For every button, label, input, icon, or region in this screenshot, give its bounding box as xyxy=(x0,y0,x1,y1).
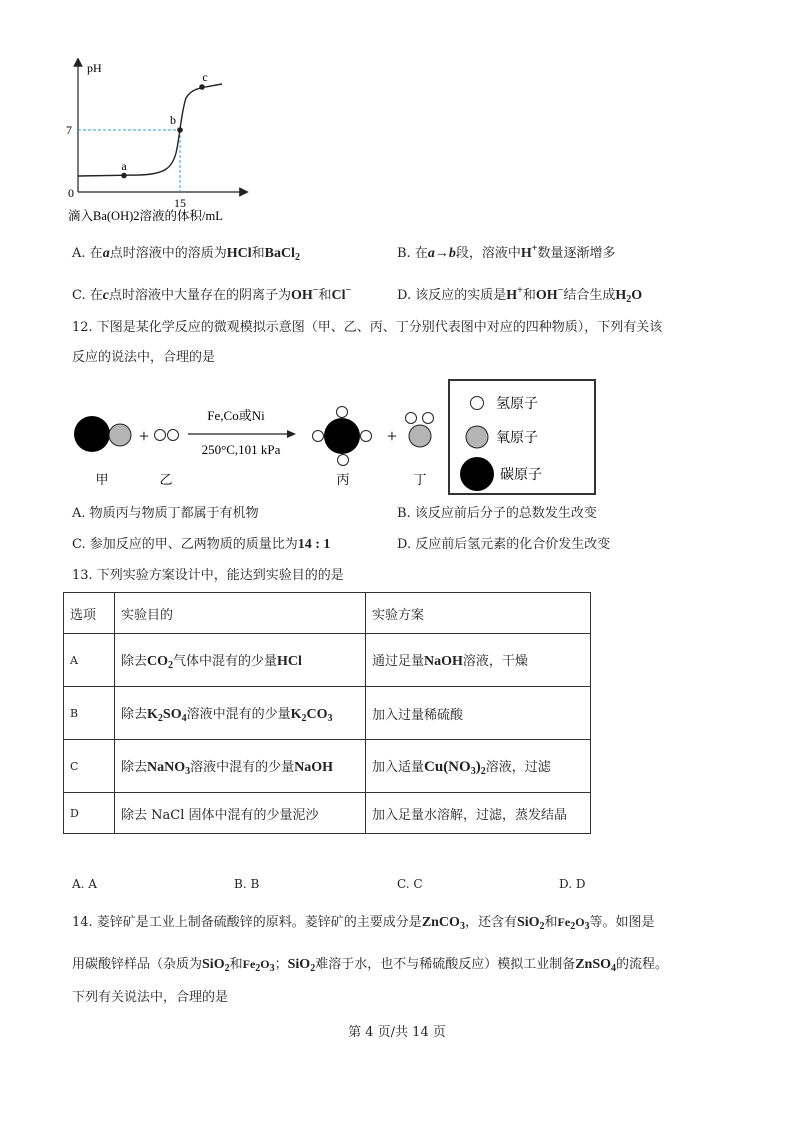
q12-option-c: C. 参加反应的甲、乙两物质的质量比为14 : 1 xyxy=(72,537,331,552)
legend-hydrogen-icon xyxy=(471,397,484,410)
legend-carbon-label: 碳原子 xyxy=(500,468,542,483)
q12-stem-line1: 12. 下图是某化学反应的微观模拟示意图（甲、乙、丙、丁分别代表图中对应的四种物质），下列有关该 xyxy=(72,320,663,335)
table-row xyxy=(64,793,591,834)
x-tick-15: 15 xyxy=(174,196,186,210)
q11-option-c: C. 在c点时溶液中大量存在的阴离子为OH−和Cl− xyxy=(72,285,352,303)
bing-hydrogen-bottom xyxy=(338,455,349,466)
point-a-label: a xyxy=(121,159,127,173)
row-d-plan: 加入足量水溶解，过滤，蒸发结晶 xyxy=(366,793,591,834)
label-jia: 甲 xyxy=(95,472,109,487)
bing-carbon-atom xyxy=(324,418,360,454)
row-d-goal: 除去 NaCl 固体中混有的少量泥沙 xyxy=(115,793,366,834)
row-c-plan: 加入适量$Cu(NO_3)_2$溶液，过滤 xyxy=(366,740,591,793)
table-row xyxy=(64,740,591,793)
bing-hydrogen-left xyxy=(313,431,324,442)
plus-sign-2: + xyxy=(386,426,398,446)
point-b-label: b xyxy=(170,113,176,127)
label-yi: 乙 xyxy=(159,472,173,487)
ding-hydrogen-1 xyxy=(406,413,417,424)
row-b-option: B xyxy=(64,687,115,740)
label-bing: 丙 xyxy=(336,472,350,487)
ding-oxygen-atom xyxy=(409,425,431,447)
q11-option-d: D. 该反应的实质是H+和OH−结合生成$H_2O$ xyxy=(397,285,643,305)
legend-graphics xyxy=(450,381,594,493)
header-plan: 实验方案 xyxy=(366,593,591,634)
page-footer: 第 4 页/共 14 页 xyxy=(348,1025,446,1040)
q13-answer-b: B. B xyxy=(234,877,260,891)
bing-hydrogen-right xyxy=(361,431,372,442)
point-b-marker xyxy=(177,127,183,133)
bing-hydrogen-top xyxy=(337,407,348,418)
point-c-label: c xyxy=(202,70,208,84)
row-a-goal: 除去$CO_2$气体中混有的少量HCl xyxy=(115,634,366,687)
q13-answer-c: C. C xyxy=(397,877,423,891)
q12-stem-line2: 反应的说法中，合理的是 xyxy=(72,350,216,365)
jia-oxygen-atom xyxy=(109,424,131,446)
row-c-option: C xyxy=(64,740,115,793)
y-tick-7: 7 xyxy=(66,123,72,137)
point-a-marker xyxy=(121,173,127,179)
table-row xyxy=(64,634,591,687)
row-a-plan: 通过足量NaOH溶液，干燥 xyxy=(366,634,591,687)
reaction-diagram xyxy=(66,398,446,490)
origin-label: 0 xyxy=(68,186,74,200)
q14-line1: 14. 菱锌矿是工业上制备硫酸锌的原料。菱锌矿的主要成分是ZnCO$_3$，还含有SiO$_2$和$Fe_2O_3$等。如图是 xyxy=(72,915,655,932)
plus-sign-1: + xyxy=(138,426,150,446)
atom-legend xyxy=(448,379,596,495)
q13-answer-a: A. A xyxy=(72,877,97,891)
ding-hydrogen-2 xyxy=(423,413,434,424)
q13-stem: 13. 下列实验方案设计中，能达到实验目的的是 xyxy=(72,568,344,583)
table-header-row xyxy=(64,593,591,634)
row-b-plan: 加入过量稀硫酸 xyxy=(366,687,591,740)
y-axis-label: pH xyxy=(87,61,102,75)
q11-option-b: B. 在a→b段，溶液中H+数量逐渐增多 xyxy=(397,243,616,261)
jia-carbon-atom xyxy=(74,416,110,452)
yi-hydrogen-atom-2 xyxy=(168,430,179,441)
q12-option-b: B. 该反应前后分子的总数发生改变 xyxy=(397,506,597,521)
legend-hydrogen-label: 氢原子 xyxy=(496,397,538,412)
experiment-table xyxy=(63,592,591,834)
header-goal: 实验目的 xyxy=(115,593,366,634)
point-c-marker xyxy=(199,84,205,90)
row-c-goal: 除去NaNO$_3$溶液中混有的少量NaOH xyxy=(115,740,366,793)
legend-oxygen-icon xyxy=(466,426,488,448)
ph-titration-graph xyxy=(60,58,260,228)
legend-carbon-icon xyxy=(460,457,494,491)
q13-answer-d: D. D xyxy=(559,877,586,891)
label-ding: 丁 xyxy=(413,472,427,487)
condition-bottom: 250°C,101 kPa xyxy=(201,442,281,457)
q14-line3: 下列有关说法中，合理的是 xyxy=(72,990,229,1005)
reaction-arrowhead xyxy=(287,430,296,438)
q12-option-d: D. 反应前后氢元素的化合价发生改变 xyxy=(397,537,611,552)
legend-oxygen-label: 氧原子 xyxy=(496,431,538,446)
row-d-option: D xyxy=(64,793,115,834)
row-a-option: A xyxy=(64,634,115,687)
q11-option-a: A. 在a点时溶液中的溶质为HCl和BaCl$_2$ xyxy=(72,246,300,263)
x-axis-label: 滴入Ba(OH)2溶液的体积/mL xyxy=(68,209,223,223)
yi-hydrogen-atom-1 xyxy=(155,430,166,441)
table-row xyxy=(64,687,591,740)
q14-line2: 用碳酸锌样品（杂质为SiO$_2$和$Fe_2O_3$；SiO$_2$难溶于水，也不与稀硫酸反应）模拟工业制备ZnSO$_4$的流程。 xyxy=(72,957,669,974)
header-option: 选项 xyxy=(64,593,115,634)
row-b-goal: 除去$K_2SO_4$溶液中混有的少量$K_2CO_3$ xyxy=(115,687,366,740)
condition-top: Fe,Co或Ni xyxy=(207,408,265,423)
q12-option-a: A. 物质丙与物质丁都属于有机物 xyxy=(72,506,259,521)
